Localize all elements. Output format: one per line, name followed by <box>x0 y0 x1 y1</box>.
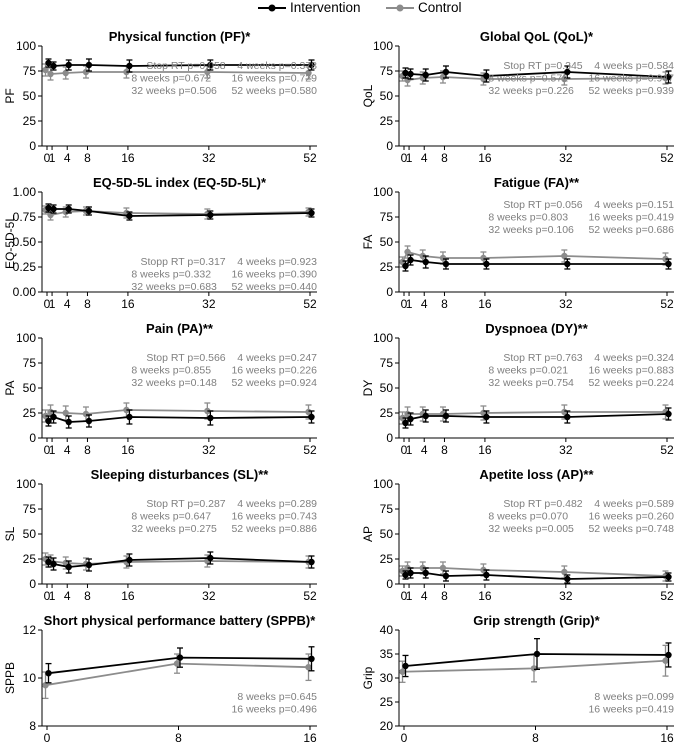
y-tick-label: 10 <box>22 671 36 685</box>
legend-label-intervention: Intervention <box>290 0 361 15</box>
chart-panel-9 <box>361 613 674 742</box>
y-tick-label: 50 <box>379 527 393 541</box>
y-tick-label: 100 <box>15 331 36 345</box>
p-value-annotation: 8 weeks p=0.645 <box>237 691 317 703</box>
y-tick-label: 100 <box>15 39 36 53</box>
data-point <box>407 257 413 263</box>
chart-title: Dyspnoea (DY)** <box>485 321 588 336</box>
data-point <box>308 656 314 662</box>
chart-title: Physical function (PF)* <box>108 29 251 44</box>
x-tick-label: 16 <box>478 443 492 457</box>
y-tick-label: 50 <box>22 527 36 541</box>
data-point <box>207 555 213 561</box>
y-tick-label: 50 <box>379 235 393 249</box>
y-tick-label: 0 <box>386 285 393 299</box>
data-point <box>483 414 489 420</box>
p-value-annotation: 16 weeks p=0.419 <box>588 703 674 716</box>
x-tick-label: 32 <box>559 443 573 457</box>
data-point <box>443 413 449 419</box>
x-tick-label: 52 <box>303 443 317 457</box>
y-tick-label: 0 <box>29 431 36 445</box>
data-point <box>308 559 314 565</box>
data-point <box>86 62 92 68</box>
data-point <box>443 69 449 75</box>
p-value-annotation: Stopp RT p=0.317 4 weeks p=0.923 <box>140 256 317 268</box>
data-point <box>308 414 314 420</box>
y-tick-label: 50 <box>379 381 393 395</box>
x-tick-label: 0 <box>400 443 408 457</box>
x-tick-label: 1 <box>48 443 56 457</box>
x-tick-label: 1 <box>405 589 413 603</box>
legend-label-control: Control <box>418 0 462 15</box>
x-tick-label: 32 <box>559 589 573 603</box>
p-value-annotation: Stop RT p=0.058 4 weeks p=0.378 <box>146 60 317 72</box>
data-point <box>531 665 537 671</box>
x-tick-label: 0 <box>43 151 51 165</box>
x-tick-label: 4 <box>420 443 428 457</box>
p-value-annotation: 32 weeks p=0.106 52 weeks p=0.686 <box>488 224 674 236</box>
y-axis-label: Grip <box>361 666 375 690</box>
data-point <box>50 63 56 69</box>
x-tick-label: 0 <box>43 443 51 457</box>
y-tick-label: 75 <box>379 356 393 370</box>
data-point <box>402 663 408 669</box>
chart-title: Short physical performance battery (SPPB)* <box>43 613 316 628</box>
data-point <box>47 71 53 77</box>
y-tick-label: 50 <box>379 89 393 103</box>
x-tick-label: 0 <box>43 297 51 311</box>
y-axis-label: PF <box>3 88 17 104</box>
data-point <box>407 416 413 422</box>
y-tick-label: 25 <box>379 695 393 709</box>
data-point <box>126 557 132 563</box>
data-point <box>50 206 56 212</box>
p-value-annotation: 8 weeks p=0.855 16 weeks p=0.226 <box>131 364 317 377</box>
y-tick-label: 0.50 <box>12 235 36 249</box>
p-value-annotation: 32 weeks p=0.148 52 weeks p=0.924 <box>131 377 317 389</box>
chart-panel-3 <box>361 175 674 311</box>
x-tick-label: 16 <box>121 151 135 165</box>
y-tick-label: 75 <box>379 210 393 224</box>
chart-title: Fatigue (FA)** <box>493 175 580 190</box>
data-point <box>66 206 72 212</box>
chart-panel-6 <box>3 467 317 603</box>
x-tick-label: 1 <box>405 151 413 165</box>
p-value-annotation: Stop RT p=0.566 4 weeks p=0.247 <box>146 352 317 364</box>
y-tick-label: 75 <box>22 502 36 516</box>
y-axis-label: DY <box>361 379 375 397</box>
p-value-annotation: 8 weeks p=0.572 16 weeks p=0.947 <box>488 72 674 85</box>
data-point <box>662 658 668 664</box>
x-tick-label: 1 <box>405 297 413 311</box>
y-tick-label: 75 <box>22 356 36 370</box>
x-tick-label: 52 <box>660 297 674 311</box>
x-tick-label: 8 <box>441 443 448 457</box>
data-point <box>665 411 671 417</box>
data-point <box>407 570 413 576</box>
p-value-annotation: Stop RT p=0.345 4 weeks p=0.584 <box>503 60 674 72</box>
x-tick-label: 52 <box>303 151 317 165</box>
x-tick-label: 16 <box>478 151 492 165</box>
y-tick-label: 25 <box>22 406 36 420</box>
data-point <box>86 208 92 214</box>
data-point <box>83 411 89 417</box>
p-value-annotation: 32 weeks p=0.754 52 weeks p=0.224 <box>488 377 674 389</box>
x-tick-label: 8 <box>532 731 539 742</box>
x-tick-label: 16 <box>121 297 135 311</box>
data-point <box>483 572 489 578</box>
data-point <box>483 261 489 267</box>
chart-panel-4 <box>3 321 317 457</box>
x-tick-label: 4 <box>420 151 428 165</box>
x-tick-label: 4 <box>63 443 71 457</box>
data-point <box>443 261 449 267</box>
data-point <box>86 418 92 424</box>
y-tick-label: 100 <box>372 331 393 345</box>
x-tick-label: 16 <box>121 589 135 603</box>
data-point <box>63 70 69 76</box>
p-value-annotation: 8 weeks p=0.803 16 weeks p=0.419 <box>488 211 674 224</box>
x-tick-label: 0 <box>400 731 408 742</box>
y-tick-label: 25 <box>379 406 393 420</box>
y-tick-label: 0 <box>386 139 393 153</box>
y-axis-label: SPPB <box>3 661 17 695</box>
data-point <box>423 570 429 576</box>
x-tick-label: 1 <box>48 589 56 603</box>
x-tick-label: 0 <box>43 731 51 742</box>
x-tick-label: 4 <box>63 297 71 311</box>
data-point <box>207 415 213 421</box>
x-tick-label: 1 <box>48 297 56 311</box>
chart-panel-2 <box>3 175 317 311</box>
y-tick-label: 8 <box>29 719 36 733</box>
data-point <box>305 664 311 670</box>
data-point <box>423 72 429 78</box>
data-point <box>66 419 72 425</box>
y-tick-label: 25 <box>379 114 393 128</box>
y-axis-label: EQ-5D-5L <box>3 214 17 270</box>
y-tick-label: 75 <box>22 64 36 78</box>
y-tick-label: 35 <box>379 647 393 661</box>
x-tick-label: 4 <box>420 297 428 311</box>
series-control <box>42 553 311 570</box>
x-tick-label: 16 <box>121 443 135 457</box>
p-value-annotation: Stop RT p=0.482 4 weeks p=0.589 <box>503 498 674 510</box>
x-tick-label: 32 <box>559 297 573 311</box>
x-tick-label: 8 <box>84 297 91 311</box>
data-point <box>126 414 132 420</box>
y-tick-label: 25 <box>22 114 36 128</box>
data-point <box>402 263 408 269</box>
x-tick-label: 16 <box>303 731 317 742</box>
x-tick-label: 4 <box>63 151 71 165</box>
chart-title: Grip strength (Grip)* <box>473 613 600 628</box>
data-point <box>45 670 51 676</box>
x-tick-label: 8 <box>84 589 91 603</box>
data-point <box>564 576 570 582</box>
y-tick-label: 50 <box>22 89 36 103</box>
chart-panel-1 <box>361 29 674 165</box>
data-point <box>50 561 56 567</box>
p-value-annotation: 32 weeks p=0.005 52 weeks p=0.748 <box>488 523 674 535</box>
x-tick-label: 1 <box>48 151 56 165</box>
y-tick-label: 100 <box>15 477 36 491</box>
x-tick-label: 8 <box>441 151 448 165</box>
x-tick-label: 0 <box>400 151 408 165</box>
y-axis-label: PA <box>3 380 17 396</box>
y-tick-label: 1.00 <box>12 185 36 199</box>
data-point <box>126 213 132 219</box>
x-tick-label: 52 <box>660 443 674 457</box>
y-tick-label: 0 <box>29 577 36 591</box>
p-value-annotation: 8 weeks p=0.099 <box>594 691 674 703</box>
chart-title: Pain (PA)** <box>146 321 213 336</box>
data-point <box>399 669 405 675</box>
p-value-annotation: 32 weeks p=0.683 52 weeks p=0.440 <box>131 281 317 293</box>
data-point <box>66 62 72 68</box>
p-value-annotation: Stop RT p=0.763 4 weeks p=0.324 <box>503 352 674 364</box>
x-tick-label: 8 <box>441 297 448 311</box>
x-tick-label: 4 <box>63 589 71 603</box>
chart-panel-5 <box>361 321 674 457</box>
p-value-annotation: 32 weeks p=0.506 52 weeks p=0.580 <box>131 85 317 97</box>
x-tick-label: 0 <box>400 297 408 311</box>
y-tick-label: 25 <box>379 260 393 274</box>
data-point <box>561 253 567 259</box>
y-tick-label: 0 <box>386 431 393 445</box>
chart-title: Apetite loss (AP)** <box>479 467 594 482</box>
x-tick-label: 32 <box>559 151 573 165</box>
p-value-annotation: 8 weeks p=0.672 16 weeks p=0.729 <box>131 72 317 85</box>
p-value-annotation: Stop RT p=0.287 4 weeks p=0.289 <box>146 498 317 510</box>
data-point <box>534 651 540 657</box>
data-point <box>561 569 567 575</box>
data-point <box>665 574 671 580</box>
data-point <box>665 261 671 267</box>
x-tick-label: 8 <box>84 151 91 165</box>
data-point <box>440 565 446 571</box>
data-point <box>480 255 486 261</box>
p-value-annotation: 32 weeks p=0.226 52 weeks p=0.939 <box>488 85 674 97</box>
chart-panel-8 <box>3 613 317 742</box>
y-tick-label: 25 <box>379 552 393 566</box>
data-point <box>86 562 92 568</box>
y-tick-label: 100 <box>372 39 393 53</box>
chart-panel-7 <box>361 467 674 603</box>
p-value-annotation: 8 weeks p=0.070 16 weeks p=0.260 <box>488 510 674 523</box>
x-tick-label: 32 <box>202 297 216 311</box>
x-tick-label: 8 <box>84 443 91 457</box>
data-point <box>665 652 671 658</box>
y-axis-label: SL <box>3 526 17 542</box>
y-tick-label: 100 <box>372 477 393 491</box>
data-point <box>404 249 410 255</box>
x-tick-label: 52 <box>303 297 317 311</box>
series-control <box>42 403 311 422</box>
y-tick-label: 0.75 <box>12 210 36 224</box>
y-tick-label: 0 <box>29 139 36 153</box>
data-point <box>407 71 413 77</box>
y-tick-label: 75 <box>379 64 393 78</box>
data-point <box>63 410 69 416</box>
data-point <box>174 660 180 666</box>
y-tick-label: 0.00 <box>12 285 36 299</box>
x-tick-label: 32 <box>202 443 216 457</box>
x-tick-label: 16 <box>660 731 674 742</box>
y-tick-label: 30 <box>379 671 393 685</box>
chart-title: Sleeping disturbances (SL)** <box>90 467 269 482</box>
x-tick-label: 16 <box>478 589 492 603</box>
x-tick-label: 0 <box>43 589 51 603</box>
y-axis-label: FA <box>361 234 375 250</box>
p-value-annotation: 32 weeks p=0.275 52 weeks p=0.886 <box>131 523 317 535</box>
series-intervention <box>45 647 314 683</box>
y-tick-label: 100 <box>372 185 393 199</box>
p-value-annotation: 8 weeks p=0.021 16 weeks p=0.883 <box>488 364 674 377</box>
y-tick-label: 50 <box>22 381 36 395</box>
x-tick-label: 1 <box>405 443 413 457</box>
x-tick-label: 0 <box>400 589 408 603</box>
y-tick-label: 25 <box>22 552 36 566</box>
data-point <box>564 261 570 267</box>
x-tick-label: 4 <box>420 589 428 603</box>
data-point <box>564 414 570 420</box>
data-point <box>443 573 449 579</box>
data-point <box>440 255 446 261</box>
data-point <box>50 414 56 420</box>
y-tick-label: 0.25 <box>12 260 36 274</box>
x-tick-label: 32 <box>202 151 216 165</box>
y-tick-label: 40 <box>379 623 393 637</box>
y-axis-label: AP <box>361 525 375 543</box>
x-tick-label: 32 <box>202 589 216 603</box>
p-value-annotation: Stop RT p=0.056 4 weeks p=0.151 <box>503 199 674 211</box>
x-tick-label: 16 <box>478 297 492 311</box>
p-value-annotation: 8 weeks p=0.332 16 weeks p=0.390 <box>131 268 317 281</box>
y-tick-label: 20 <box>379 719 393 733</box>
x-tick-label: 52 <box>303 589 317 603</box>
y-tick-label: 75 <box>379 502 393 516</box>
data-point <box>308 210 314 216</box>
p-value-annotation: 16 weeks p=0.496 <box>231 703 317 716</box>
data-point <box>126 63 132 69</box>
chart-panel-0 <box>3 29 317 165</box>
x-tick-label: 52 <box>660 589 674 603</box>
data-point <box>83 69 89 75</box>
data-point <box>423 413 429 419</box>
x-tick-label: 8 <box>441 589 448 603</box>
y-tick-label: 12 <box>22 623 36 637</box>
data-point <box>66 564 72 570</box>
x-tick-label: 52 <box>660 151 674 165</box>
data-point <box>423 259 429 265</box>
chart-title: Global QoL (QoL)* <box>479 29 594 44</box>
p-value-annotation: 8 weeks p=0.647 16 weeks p=0.743 <box>131 510 317 523</box>
series-control <box>399 645 668 682</box>
y-tick-label: 0 <box>386 577 393 591</box>
x-tick-label: 8 <box>175 731 182 742</box>
chart-title: EQ-5D-5L index (EQ-5D-5L)* <box>92 175 267 190</box>
data-point <box>177 654 183 660</box>
y-axis-label: QoL <box>361 84 375 108</box>
data-point <box>207 212 213 218</box>
